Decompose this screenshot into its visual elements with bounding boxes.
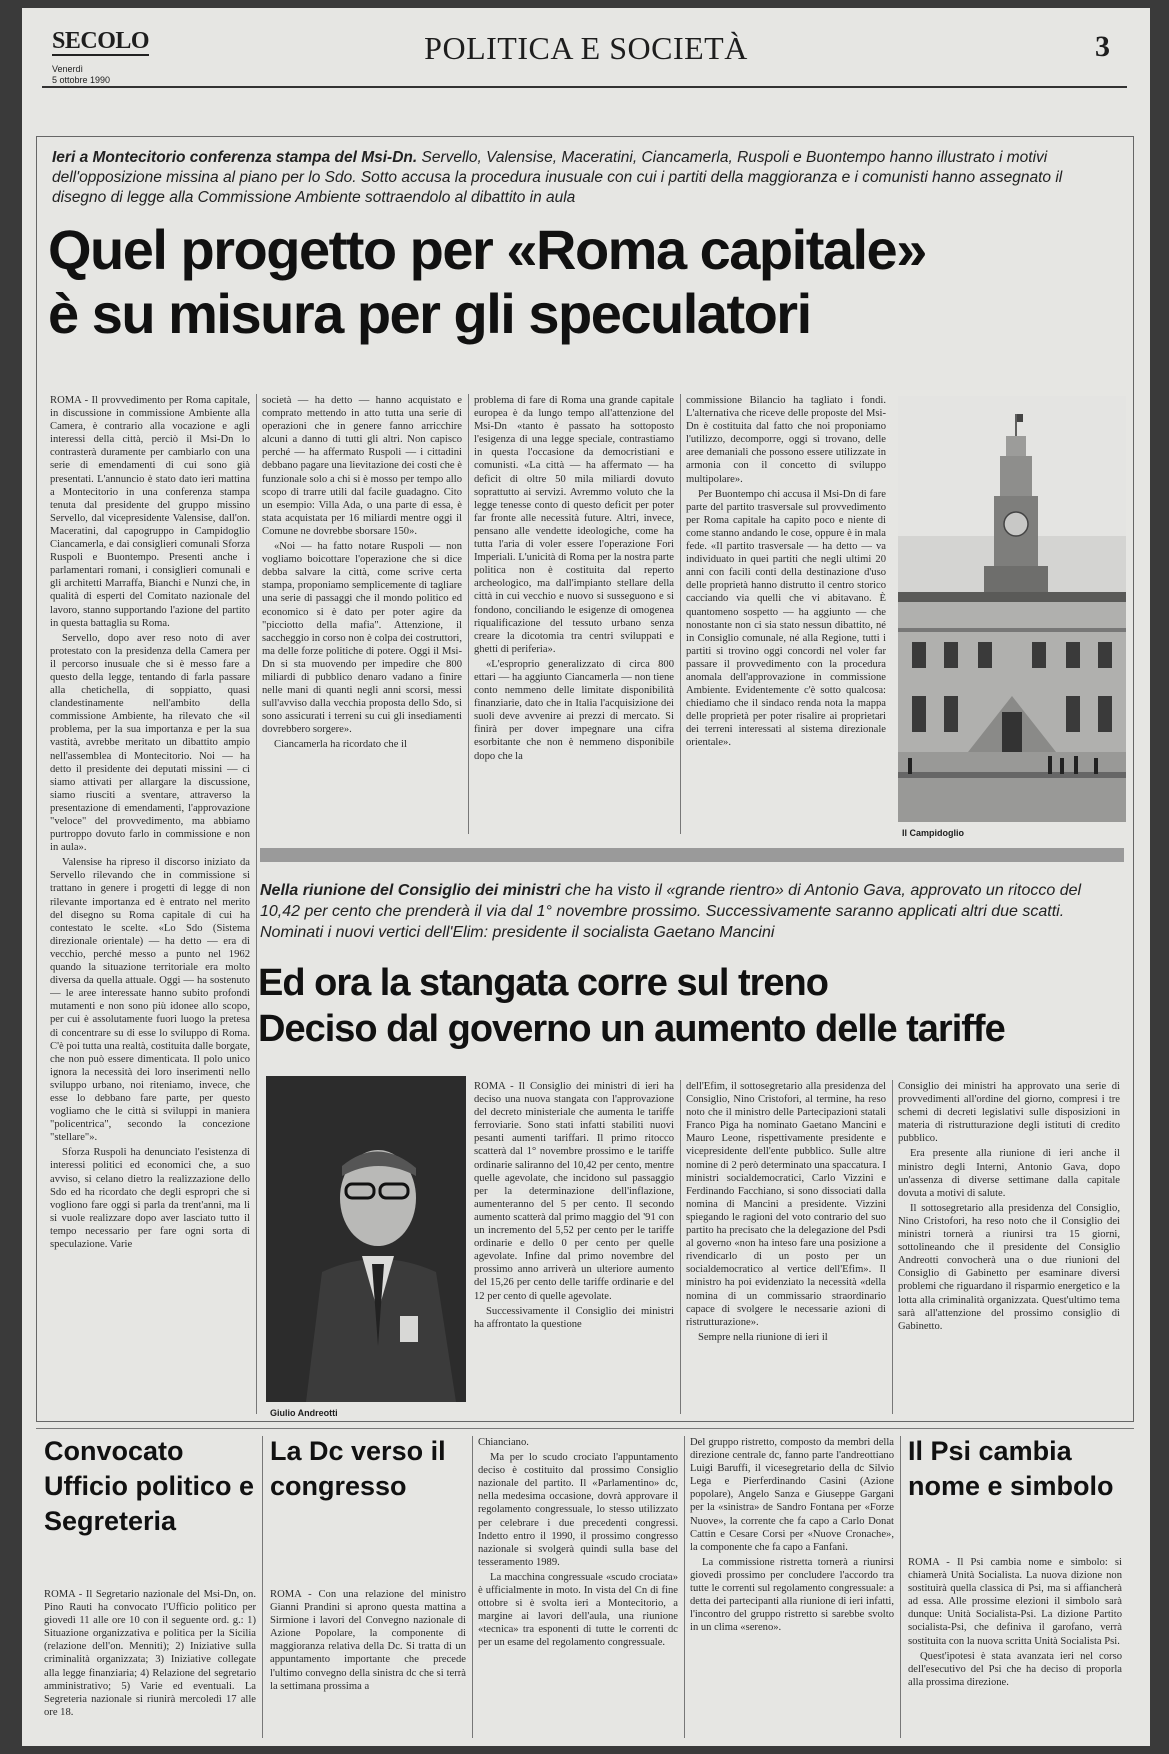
article2-column-2 bbox=[686, 1080, 886, 1416]
column-divider bbox=[684, 1436, 685, 1738]
paragraph: Consiglio dei ministri ha approvato una serie di provvedimenti all'ordine del giorno, compresi i tre schemi di decreti legislativi sulle disposizioni in materia di ristrutturazione degli istituti di credito pubblico. bbox=[898, 1081, 1120, 1145]
campidoglio-photo bbox=[898, 396, 1126, 822]
article1-column-1 bbox=[50, 394, 250, 1416]
paragraph: Quest'ipotesi è stata avanzata ieri nel corso dell'esecutivo del Psi che ha deciso di proporla alla prossima direzione. bbox=[908, 1650, 1122, 1688]
paragraph: ROMA - Il Segretario nazionale del Msi-Dn, on. Pino Rauti ha convocato l'Ufficio politico per giovedì 11 alle ore 10 con il seguente ord. g.: 1) Situazione organizzativa e politica per la Sicilia (relazione dell'on. Menniti); 2) Iniziative sulla criminalità organizzata; 3) Iniziative collegate alla legge finanziaria; 4) Relazione del segretario amministrativo; 5) Varie ed eventuali. La Segreteria nazionale si riunirà mercoledì 17 alle ore 18. bbox=[44, 1589, 256, 1718]
paragraph: Del gruppo ristretto, composto da membri della direzione centrale dc, fanno parte l'andreottiano Luigi Baruffi, il vicesegretario della dc Silvio Lega e Pierferdinando Casini (Azione popolare), Angelo Sanza e Giuseppe Gargani per la «sinistra» de Sandro Fontana per «Forze Nuove», la corrente che fa capo a Carlo Donat Cattin e Cesare Corsi per «Nuove Cronache», la componente che fa capo a Fanfani. bbox=[690, 1437, 894, 1553]
paragraph: Il sottosegretario alla presidenza del Consiglio, Nino Cristofori, ha reso noto che il Consiglio dei ministri tornerà a riunirsi tra 15 giorni, sottolineando che il presidente del Consiglio Andreotti convocherà una o due riunioni del Consiglio di Gabinetto per esaminare diversi problemi che riguardano il risparmio energetico e la lotta alla criminalità organizzata. Quest'ultimo tema sarà all'attenzione del prossimo consiglio di Gabinetto. bbox=[898, 1202, 1120, 1332]
paragraph: Chianciano. bbox=[478, 1437, 529, 1448]
paragraph: Ciancamerla ha ricordato che il bbox=[274, 739, 407, 751]
article5-headline: Il Psi cambia nome e simbolo bbox=[908, 1436, 1114, 1501]
paragraph: Servello, dopo aver reso noto di aver protestato con la presidenza della Camera per il percorso inusuale che si è messo fare a questo della legge, tentando di farla passare alla chetichella, di soppiatto, quasi clandestinamente nell'ambito della commissione Ambiente, ha rilevato che «il problema, per la sua importanza e per la sua vastità, avrebbe meritato un dibattito ampio nell'assemblea di Montecitorio. Noi — ha detto il presidente dei deputati missini — ci siamo attivati per allargare la discussione, siamo riusciti a sventare, attraverso la presentazione di emendamenti, l'approvazione "veloce" del provvedimento, ma abbiamo purtroppo dovuto farlo in commissione e non in aula». bbox=[50, 632, 250, 854]
paragraph: Valensise ha ripreso il discorso iniziato da Servello rilevando che in commissione si trattano in genere i progetti di legge di non rilevante importanza ed è entrato nel merito del disegno su Roma capitale di cui ha contestato le scelte. «Lo Sdo (Sistema direzionale orientale) — ha detto — era di vecchio, perché messo a punto nel 1962 quando la situazione territoriale era molto diversa da quella attuale. Oggi — ha sostenuto — le aree interessate hanno subito profondi mutamenti e non sono più idonee allo scopo, per cui è assolutamente fuori luogo la pretesa di concentrare su di esse lo sviluppo di Roma. C'è poi tutta una realtà, costituita dalle borgate, che non può essere dimenticata. Il polo unico ignora la necessità dei loro inserimenti nello sviluppo urbano, noi riteniamo, invece, che esse lo debbano fare parte, per questo vogliamo che le città si sviluppi in maniera "policentrica", secondo la concezione "stellare"». bbox=[50, 857, 250, 1144]
article4-headline: La Dc verso il congresso bbox=[270, 1436, 446, 1501]
andreotti-caption: Giulio Andreotti bbox=[270, 1408, 338, 1418]
article1-column-4 bbox=[686, 394, 886, 834]
article2-headline-line1: Ed ora la stangata corre sul treno bbox=[258, 962, 828, 1004]
column-divider bbox=[468, 394, 469, 834]
paragraph: ROMA - Il provvedimento per Roma capitale, in discussione in commissione Ambiente alla Camera, è contrario alla vocazione e agli interessi della città, perciò il Msi-Dn lo contrasterà duramente per cambiarlo con una serie di emendamenti di cui sono già presentati. L'annuncio è stato dato ieri mattina a Montecitorio in una conferenza stampa tenuta dal presidente del gruppo missino Servello, dal vicepresidente Valensise, dall'on. Maceratini, dal capogruppo in Campidoglio Ciancamerla, e dai consiglieri comunali Sforza Ruspoli e Buontempo. Presenti anche i parlamentari romani, i consiglieri comunali e gli architetti Marraffa, Bianchi e Nunzi che, in qualità di esperti del Comitato nazionale del lavoro, stanno supportando l'azione del partito in questa battaglia su Roma. bbox=[50, 395, 250, 629]
article3-headline: Convocato Ufficio politico e Segreteria bbox=[44, 1436, 255, 1536]
paragraph: ROMA - Il Psi cambia nome e simbolo: si chiamerà Unità Socialista. La nuova dizione non sostituirà quella classica di Psi, ma si affiancherà ad essa. Alle prossime elezioni il simbolo sarà dunque: Unità Socialista-Psi. La dizione Partito socialista-Psi, che definiva il garofano, verrà sostituita con la nuova scritta Unità Socialista Psi. bbox=[908, 1557, 1122, 1647]
paragraph: ROMA - Con una relazione del ministro Gianni Prandini si aprono questa mattina a Sirmione i lavori del Convegno nazionale di Azione Popolare, la componente di maggioranza relativa della Dc. Si tratta di un appuntamento importante che precede l'ultimo convegno della sinistra dc che si terrà la settimana prossima a bbox=[270, 1589, 466, 1692]
article2-column-3 bbox=[898, 1080, 1120, 1416]
article5-body bbox=[908, 1556, 1122, 1738]
article2-kicker-lead: Nella riunione del Consiglio dei ministri bbox=[260, 882, 561, 899]
paragraph: La commissione ristretta tornerà a riunirsi giovedì prossimo per concludere l'accordo tra tutte le correnti sul regolamento congressuale: a detta dei partecipanti alla riunione di ieri infatti, l'incontro del gruppo ristretto si sarebbe svolto in un clima «sereno». bbox=[690, 1556, 894, 1634]
section-grey-bar bbox=[260, 848, 1124, 862]
section-title: POLITICA E SOCIETÀ bbox=[424, 30, 748, 66]
paragraph: società — ha detto — hanno acquistato e comprato mettendo in atto tutta una serie di operazioni che in genere fanno arricchire alcuni a danno di tutti gli altri. Non capisco perché — ha affermato Ruspoli — i cittadini debbano pagare una lievitazione dei costi che è funzionale solo a chi si è mosso per tempo allo scopo di trarre utili dal facile guadagno. Cito un esempio: Villa Ada, o una parte di essa, è stata acquistata per 16 miliardi mentre oggi il Comune ne dovrebbe sborsare 150». bbox=[262, 395, 462, 537]
article2-kicker-text: che ha visto il «grande rientro» di Antonio Gava, approvato un ritocco del 10,42 per cento che prenderà il via dal 1° novembre prossimo. Successivamente saranno applicati altri due scatti. Nominati i nuovi vertici dell'Elim: presidente il socialista Gaetano Mancini bbox=[260, 882, 1082, 941]
page-number: 3 bbox=[1095, 30, 1110, 63]
article1-headline-line2: è su misura per gli speculatori bbox=[48, 282, 811, 345]
column-divider bbox=[892, 1080, 893, 1414]
article4-column-3 bbox=[690, 1436, 894, 1738]
masthead-date bbox=[52, 64, 110, 86]
campidoglio-image bbox=[898, 396, 1126, 822]
andreotti-image bbox=[266, 1076, 466, 1402]
paragraph: «Noi — ha fatto notare Ruspoli — non vogliamo boicottare l'operazione che si dice debba salvare la città, come scrive certa stampa, proponiamo semplicemente di tagliare una serie di passaggi che il mondo politico ed economico si è dato per poter agire da "picciotto della mafia". Attenzione, il saccheggio in corso non è colpa dei costruttori, ma delle forze politiche di potere. Oggi il Msi-Dn si sta muovendo per impedire che 800 miliardi di pubblico denaro vadano a finire nelle mani di quanti negli anni scorsi, messi sull'avviso dalla vecchia proposta dello Sdo, si sono assicurati i terreni su cui gli insediamenti dovrebbero sorgere». bbox=[262, 541, 462, 736]
paragraph: ROMA - Il Consiglio dei ministri di ieri ha deciso una nuova stangata con l'approvazione del decreto ministeriale che aumenta le tariffe ferroviarie. Sono stati infatti stabiliti nuovi pesanti aumenti tariffari. Il primo ritocco scatterà dal 1° novembre prossimo e le tariffe ordinarie saliranno del 10,42 per cento, mentre quelle agevolate, che incidono sul passaggio per la determinazione dell'inflazione, aumenteranno del 5 per cento. Il secondo aumento scatterà dal primo maggio del '91 con un incremento del 5,52 per cento per le tariffe ordinarie e dello 0 per cento per quelle agevolate. Infine dal primo novembre del prossimo anno arriverà un ulteriore aumento del 15,26 per cento delle tariffe ordinarie e del 12 per cento di quelle agevolate. bbox=[474, 1081, 674, 1302]
article3-body bbox=[44, 1588, 256, 1738]
column-divider bbox=[900, 1436, 901, 1738]
bottom-band-rule bbox=[36, 1428, 1134, 1429]
masthead-day: Venerdì bbox=[52, 64, 84, 74]
paragraph: problema di fare di Roma una grande capitale europea è da lungo tempo all'attenzione del Msi-Dn «tanto è passato ha sottoposto l'esigenza di una legge speciale, contrastiamo in questa l'occasione da democristiani e comunisti. «La città — ha affermato — ha deficit di oltre 50 mila miliardi dovuto soprattutto ai servizi. Avremmo voluto che la legge tenesse conto di questo deficit per poter far fronte alle necessità future. Altri, invece, pensano alle vendette ideologiche, come ha tutta l'aria di voler essere l'operazione Fori Imperiali. L'unicità di Roma per la nostra parte politica non è costituita dal reperto archeologico, ma dall'impianto stellare della città in cui vecchio e nuovo si susseguono e si fondono, conciliando le esigenze di omogenea riqualificazione del tessuto urbano senza creare la dicotomia tra centri sviluppati e ghetti di periferia». bbox=[474, 395, 674, 655]
article1-column-2 bbox=[262, 394, 462, 834]
paragraph: Successivamente il Consiglio dei ministri ha affrontato la questione bbox=[474, 1305, 674, 1330]
masthead-logo: SECOLO bbox=[52, 28, 150, 54]
masthead-rule bbox=[42, 86, 1127, 88]
article2-kicker bbox=[260, 880, 1120, 943]
article1-headline bbox=[48, 218, 1118, 346]
paragraph: La macchina congressuale «scudo crociata» è ufficialmente in moto. In vista del Cn di fine ottobre si è svolta ieri a Montecitorio, a margine ai lavori dell'aula, una riunione «tecnica» tra esponenti di tutte le correnti dc per un esame del regolamento congressuale. bbox=[478, 1571, 678, 1649]
column-divider bbox=[680, 394, 681, 834]
newspaper-page bbox=[22, 8, 1150, 1746]
column-divider bbox=[680, 1080, 681, 1414]
article1-column-3 bbox=[474, 394, 674, 834]
paragraph: Sempre nella riunione di ieri il bbox=[698, 1331, 828, 1343]
column-divider bbox=[262, 1436, 263, 1738]
paragraph: Per Buontempo chi accusa il Msi-Dn di fare parte del partito trasversale sul provvedimento per Roma capitale ha capito poco e niente di come stanno andando le cose, oppure è in mala fede. «Il partito trasversale — ha detto — va individuato in quei partiti che negli ultimi 20 anni con facili conti della destinazione d'uso delle proprietà hanno distrutto il centro storico cacciando via quelli che vi abitavano. È quantomeno sospetto — ha aggiunto — che nonostante non ci sia stato nessun dibattito, né in Consiglio comunale, né alla Regione, tutti i partiti si trovino oggi concordi nel voler far passare il provvedimento con la procedura anomala dell'approvazione in commissione Ambiente. Evidentemente c'è sotto qualcosa: chiediamo che il sindaco renda nota la mappa delle proprietà per poter risalire ai proprietari dei terreni interessati al sistema direzionale orientale». bbox=[686, 488, 886, 749]
paragraph: commissione Bilancio ha tagliato i fondi. L'alternativa che riceve delle proposte del Msi-Dn è costituita dal fatto che noi proponiamo l'utilizzo, decomporre, oggi sì trovano, delle aree demaniali che possono essere utilizzate in armonia con il concetto di sviluppo multipolare». bbox=[686, 395, 886, 485]
article2-headline bbox=[258, 960, 1126, 1052]
column-divider bbox=[472, 1436, 473, 1738]
paragraph: «L'esproprio generalizzato di circa 800 ettari — ha aggiunto Ciancamerla — non tiene conto nemmeno delle limitate disponibilità finanziarie, dato che in Italia l'acquisizione dei suoli deve avvenire ai prezzi di mercato. Si finirà per dover impegnare una cifra esorbitante che non è nemmeno disponibile dopo che la bbox=[474, 658, 674, 762]
masthead-date-value: 5 ottobre 1990 bbox=[52, 75, 111, 85]
article2-headline-line2: Deciso dal governo un aumento delle tariffe bbox=[258, 1008, 1005, 1050]
paragraph: Sforza Ruspoli ha denunciato l'esistenza di interessi politici ed economici che, a suo avviso, si celano dietro la realizzazione dello Sdo ed ha ricordato che degli espropri che si vogliono fare oggi si parla da trent'anni, ma li si vuole realizzare dopo aver lasciato tutto il tempo necessario per fare ogni sorta di speculazione. Varie bbox=[50, 1147, 250, 1250]
article1-kicker-text: Servello, Valensise, Maceratini, Ciancamerla, Ruspoli e Buontempo hanno illustrato i motivi dell'opposizione missina al piano per lo Sdo. Sotto accusa la procedura inusuale con cui i partiti della maggioranza e i comunisti hanno assegnato il disegno di legge alla Commissione Ambiente sottraendolo al dibattito in aula bbox=[52, 149, 1063, 206]
column-divider bbox=[256, 394, 257, 1414]
campidoglio-caption: Il Campidoglio bbox=[902, 828, 964, 838]
paragraph: dell'Efim, il sottosegretario alla presidenza del Consiglio, Nino Cristofori, al termine, ha reso noto che il ministro delle Partecipazioni statali Franco Piga ha nominato Gaetano Mancini e Mauro Leone, rispettivamente presidente e vicepresidente dell'ente pubblico. Sulle altre nomine di 2 però determinato una spaccatura. I ministri socialdemocratici, Carlo Vizzini e Ferdinando Facchiano, si sono dissociati dalla nomina di Mancini a presidente. Vizzini spiegando le ragioni del voto contrario del suo partito ha precisato che la delegazione del Psdi al governo «non ha inteso fare una posizione a rivendicarlo di un posto per un socialdemocratico al vertice dell'Efim». Il ministro ha poi evidenziato la necessità «della nomina di un commissario straordinario capace di svolgere le necessarie azioni di ristrutturazione». bbox=[686, 1081, 886, 1328]
paragraph: Era presente alla riunione di ieri anche il ministro degli Interni, Antonio Gava, dopo un'assenza di diverse settimane dalla capitale dovuta a motivi di salute. bbox=[898, 1148, 1120, 1199]
andreotti-photo bbox=[266, 1076, 466, 1402]
article1-kicker bbox=[52, 148, 1112, 208]
paragraph: Ma per lo scudo crociato l'appuntamento deciso è costituito dal prossimo Consiglio nazionale del partito. Il «Parlamentino» dc, nella medesima occasione, dovrà approvare il regolamento congressuale, lo stesso utilizzato per celebrare i due precedenti congressi. Indetto entro il 1990, il prossimo congresso nazionale si svolgerà quindi sulla base del tesseramento 1989. bbox=[478, 1452, 678, 1568]
article2-column-1 bbox=[474, 1080, 674, 1416]
article1-headline-line1: Quel progetto per «Roma capitale» bbox=[48, 218, 926, 281]
article4-column-1 bbox=[270, 1588, 466, 1738]
article1-kicker-lead: Ieri a Montecitorio conferenza stampa del Msi-Dn. bbox=[52, 149, 418, 166]
article4-column-2 bbox=[478, 1436, 678, 1738]
